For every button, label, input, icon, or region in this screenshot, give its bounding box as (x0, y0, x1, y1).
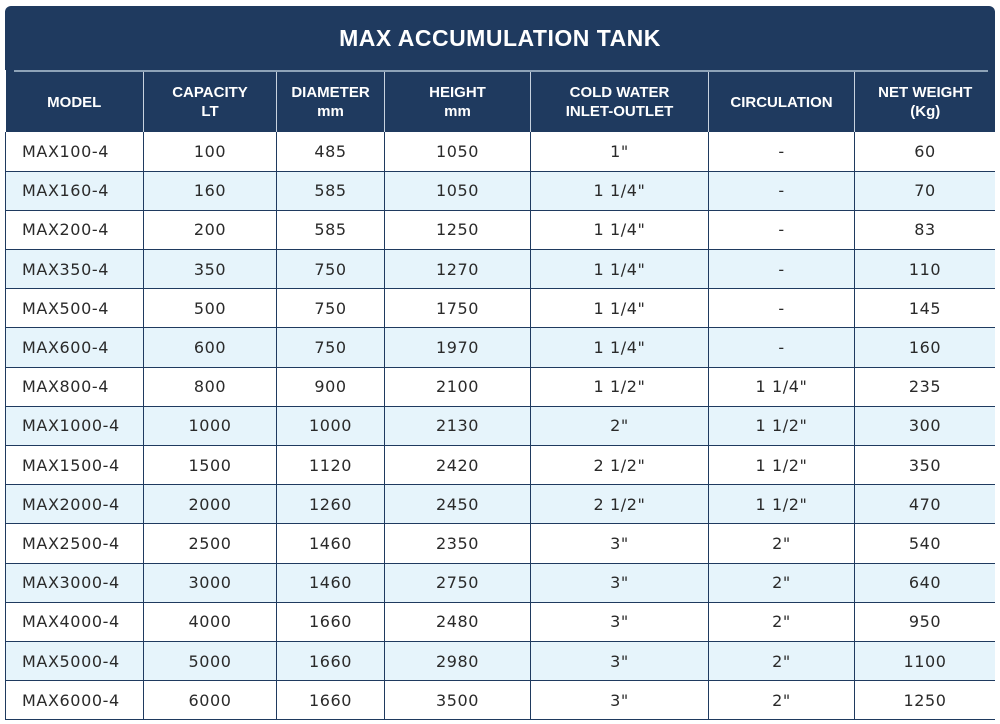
column-header-cold-water-inlet-outlet (531, 72, 709, 132)
cell-circulation: - (709, 132, 855, 171)
cell-model: MAX4000-4 (6, 602, 144, 641)
cell-diameter: 1660 (277, 602, 385, 641)
cell-circulation: 2" (709, 524, 855, 563)
cell-net-weight: 83 (855, 210, 996, 249)
cell-net-weight: 350 (855, 446, 996, 485)
cell-diameter: 750 (277, 328, 385, 367)
cell-cold-water-inlet-outlet: 2 1/2" (531, 485, 709, 524)
cell-height: 2750 (385, 563, 531, 602)
cell-capacity: 4000 (144, 602, 277, 641)
table-row (6, 446, 996, 485)
cell-cold-water-inlet-outlet: 1 1/2" (531, 367, 709, 406)
cell-net-weight: 145 (855, 289, 996, 328)
cell-circulation: 1 1/2" (709, 485, 855, 524)
column-header-line1: COLD WATER (569, 84, 670, 101)
spec-table-panel (5, 6, 995, 720)
cell-height: 2480 (385, 602, 531, 641)
cell-capacity: 2000 (144, 485, 277, 524)
cell-diameter: 750 (277, 289, 385, 328)
cell-cold-water-inlet-outlet: 3" (531, 681, 709, 720)
cell-model: MAX200-4 (6, 210, 144, 249)
table-row (6, 641, 996, 680)
cell-circulation: - (709, 250, 855, 289)
table-title: MAX ACCUMULATION TANK (5, 6, 995, 70)
table-row (6, 681, 996, 720)
cell-cold-water-inlet-outlet: 2" (531, 406, 709, 445)
table-row (6, 210, 996, 249)
cell-diameter: 585 (277, 210, 385, 249)
table-row (6, 563, 996, 602)
table-row (6, 132, 996, 171)
table-row (6, 328, 996, 367)
cell-circulation: 2" (709, 602, 855, 641)
cell-diameter: 485 (277, 132, 385, 171)
cell-cold-water-inlet-outlet: 1 1/4" (531, 328, 709, 367)
cell-height: 1050 (385, 171, 531, 210)
table-row (6, 289, 996, 328)
cell-net-weight: 235 (855, 367, 996, 406)
cell-capacity: 100 (144, 132, 277, 171)
cell-height: 1050 (385, 132, 531, 171)
cell-cold-water-inlet-outlet: 3" (531, 563, 709, 602)
cell-capacity: 600 (144, 328, 277, 367)
cell-circulation: 2" (709, 681, 855, 720)
column-header-line2: mm (317, 103, 344, 120)
column-header-line1: DIAMETER (291, 84, 370, 101)
cell-circulation: 1 1/4" (709, 367, 855, 406)
cell-diameter: 1260 (277, 485, 385, 524)
table-row (6, 171, 996, 210)
cell-model: MAX500-4 (6, 289, 144, 328)
cell-cold-water-inlet-outlet: 1 1/4" (531, 210, 709, 249)
table-header (6, 70, 996, 132)
cell-diameter: 750 (277, 250, 385, 289)
cell-circulation: - (709, 289, 855, 328)
cell-net-weight: 540 (855, 524, 996, 563)
cell-diameter: 585 (277, 171, 385, 210)
cell-circulation: 2" (709, 563, 855, 602)
cell-model: MAX100-4 (6, 132, 144, 171)
column-header-line1: NET WEIGHT (878, 84, 973, 101)
cell-height: 1970 (385, 328, 531, 367)
cell-diameter: 1000 (277, 406, 385, 445)
cell-height: 2130 (385, 406, 531, 445)
cell-cold-water-inlet-outlet: 1 1/4" (531, 289, 709, 328)
cell-model: MAX800-4 (6, 367, 144, 406)
cell-model: MAX5000-4 (6, 641, 144, 680)
cell-circulation: - (709, 210, 855, 249)
cell-net-weight: 110 (855, 250, 996, 289)
table-row (6, 367, 996, 406)
cell-net-weight: 1100 (855, 641, 996, 680)
cell-cold-water-inlet-outlet: 2 1/2" (531, 446, 709, 485)
spec-table (5, 70, 995, 720)
cell-net-weight: 950 (855, 602, 996, 641)
cell-capacity: 5000 (144, 641, 277, 680)
cell-circulation: 1 1/2" (709, 406, 855, 445)
cell-capacity: 2500 (144, 524, 277, 563)
cell-net-weight: 470 (855, 485, 996, 524)
cell-capacity: 200 (144, 210, 277, 249)
cell-model: MAX2500-4 (6, 524, 144, 563)
column-header-line2: INLET-OUTLET (565, 103, 674, 120)
cell-diameter: 1120 (277, 446, 385, 485)
column-header-line2: (Kg) (910, 103, 941, 120)
cell-height: 2350 (385, 524, 531, 563)
cell-circulation: 1 1/2" (709, 446, 855, 485)
cell-capacity: 3000 (144, 563, 277, 602)
table-body (6, 132, 996, 720)
column-header-net-weight (855, 72, 996, 132)
cell-net-weight: 70 (855, 171, 996, 210)
cell-height: 1250 (385, 210, 531, 249)
cell-circulation: - (709, 171, 855, 210)
cell-diameter: 1460 (277, 563, 385, 602)
cell-net-weight: 60 (855, 132, 996, 171)
cell-capacity: 6000 (144, 681, 277, 720)
cell-cold-water-inlet-outlet: 3" (531, 641, 709, 680)
cell-net-weight: 1250 (855, 681, 996, 720)
cell-circulation: - (709, 328, 855, 367)
cell-capacity: 500 (144, 289, 277, 328)
cell-capacity: 1500 (144, 446, 277, 485)
column-header-line2: mm (444, 103, 471, 120)
cell-diameter: 900 (277, 367, 385, 406)
column-header-circulation (709, 72, 855, 132)
cell-height: 2420 (385, 446, 531, 485)
table-row (6, 485, 996, 524)
table-row (6, 602, 996, 641)
column-header-capacity (144, 72, 277, 132)
cell-height: 1270 (385, 250, 531, 289)
column-header-line1: CAPACITY (172, 84, 248, 101)
cell-height: 1750 (385, 289, 531, 328)
column-header-line1: MODEL (47, 93, 102, 111)
cell-diameter: 1660 (277, 641, 385, 680)
cell-height: 3500 (385, 681, 531, 720)
column-header-model (6, 72, 144, 132)
cell-model: MAX160-4 (6, 171, 144, 210)
cell-cold-water-inlet-outlet: 1 1/4" (531, 250, 709, 289)
cell-capacity: 1000 (144, 406, 277, 445)
cell-diameter: 1660 (277, 681, 385, 720)
cell-height: 2450 (385, 485, 531, 524)
cell-model: MAX350-4 (6, 250, 144, 289)
cell-capacity: 350 (144, 250, 277, 289)
cell-net-weight: 640 (855, 563, 996, 602)
cell-cold-water-inlet-outlet: 1 1/4" (531, 171, 709, 210)
cell-net-weight: 160 (855, 328, 996, 367)
column-header-diameter (277, 72, 385, 132)
cell-height: 2100 (385, 367, 531, 406)
cell-diameter: 1460 (277, 524, 385, 563)
table-row (6, 250, 996, 289)
cell-model: MAX1000-4 (6, 406, 144, 445)
cell-net-weight: 300 (855, 406, 996, 445)
cell-cold-water-inlet-outlet: 1" (531, 132, 709, 171)
cell-model: MAX6000-4 (6, 681, 144, 720)
cell-height: 2980 (385, 641, 531, 680)
cell-model: MAX2000-4 (6, 485, 144, 524)
cell-model: MAX600-4 (6, 328, 144, 367)
header-row (6, 72, 996, 132)
cell-model: MAX1500-4 (6, 446, 144, 485)
cell-capacity: 800 (144, 367, 277, 406)
column-header-line2: LT (201, 103, 219, 120)
column-header-height (385, 72, 531, 132)
table-row (6, 524, 996, 563)
column-header-line1: HEIGHT (429, 84, 486, 101)
column-header-line1: CIRCULATION (730, 93, 833, 111)
cell-cold-water-inlet-outlet: 3" (531, 602, 709, 641)
cell-cold-water-inlet-outlet: 3" (531, 524, 709, 563)
cell-capacity: 160 (144, 171, 277, 210)
cell-model: MAX3000-4 (6, 563, 144, 602)
table-row (6, 406, 996, 445)
cell-circulation: 2" (709, 641, 855, 680)
